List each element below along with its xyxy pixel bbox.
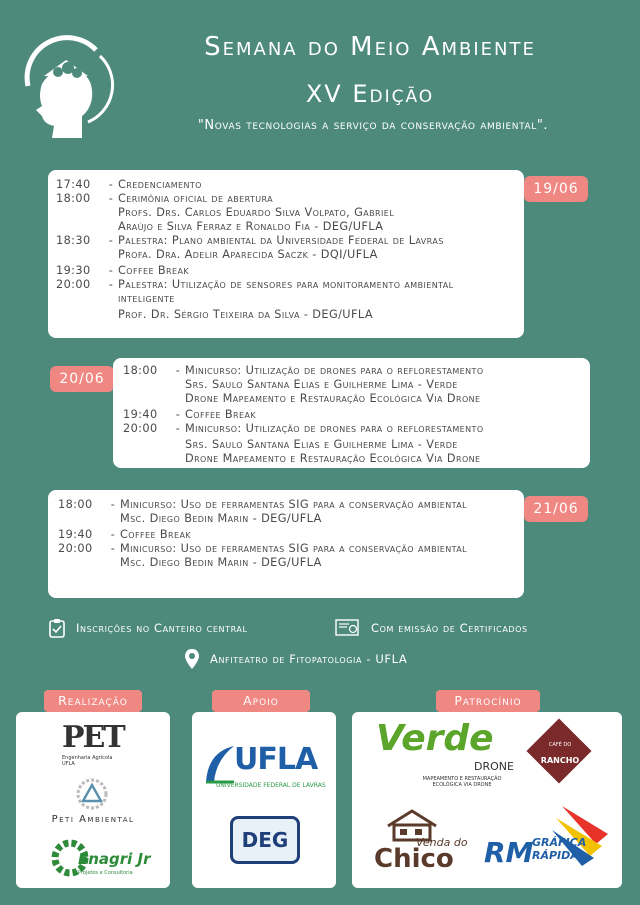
grafica-rapida-text: GRÁFICA RÁPIDA [532, 836, 587, 862]
schedule-item: 17:40 - Credenciamento [56, 178, 202, 191]
schedule-item: 19:30 - Coffee Break [56, 264, 189, 277]
schedule-item: 20:00 - Minicurso: Uso de ferramentas SIG para a conservação ambiental [58, 542, 468, 555]
certificate-text: Com emissão de Certificados [371, 621, 528, 635]
head-leaf-logo [14, 26, 114, 156]
pet-logo: PET Engenharia Agrícola UFLA [62, 720, 124, 767]
schedule-item: 19:40 - Coffee Break [123, 408, 256, 421]
speaker-line: Drone Mapeamento e Restauração Ecológica Via Drone [185, 452, 481, 465]
clipboard-icon [48, 618, 66, 638]
edition-title: XV Edição [305, 80, 435, 108]
date-badge-19: 19/06 [524, 176, 588, 202]
page-title: Semana do Meio Ambiente [204, 32, 536, 62]
patrocinio-box [352, 712, 622, 888]
schedule-item: 18:00 - Minicurso: Utilização de drones para o reflorestamento [123, 364, 484, 377]
apoio-box [192, 712, 336, 888]
verde-caption: MAPEAMENTO E RESTAURAÇÃO ECOLÓGICA VIA DRONE [422, 776, 502, 788]
deg-logo: DEG [230, 816, 300, 864]
ufla-caption: UNIVERSIDADE FEDERAL DE LAVRAS [216, 782, 326, 789]
schedule-card-day2 [113, 358, 590, 468]
speaker-line: Profa. Dra. Adelir Aparecida Saczk - DQI/UFLA [118, 248, 378, 261]
speaker-line: Msc. Diego Bedin Marin - DEG/UFLA [120, 512, 322, 525]
cafe-rancho-text: CAFÉ DO RANCHO [540, 742, 580, 765]
certificate-icon [335, 618, 361, 638]
patrocinio-tag: Patrocínio [436, 690, 540, 712]
registration-text: Inscrições no Canteiro central [76, 621, 248, 635]
schedule-item: 18:00 - Cerimônia oficial de abertura [56, 192, 274, 205]
schedule-item: 20:00 - Palestra: Utilização de sensores para monitoramento ambiental inteligente [56, 278, 454, 305]
enagri-text: Enagri Jr [78, 850, 151, 868]
registration-info [48, 618, 248, 638]
speaker-line: Profs. Drs. Carlos Eduardo Silva Volpato, Gabriel [118, 206, 395, 219]
schedule-card-day1 [48, 170, 524, 338]
speaker-line: Drone Mapeamento e Restauração Ecológica Via Drone [185, 392, 481, 405]
schedule-item: 18:00 - Minicurso: Uso de ferramentas SIG para a conservação ambiental [58, 498, 468, 511]
speaker-line: Srs. Saulo Santana Elias e Guilherme Lima - Verde [185, 438, 458, 451]
ufla-swoosh-icon [202, 742, 236, 786]
subtitle: "Novas tecnologias a serviço da conservação ambiental". [197, 118, 549, 133]
date-badge-21: 21/06 [524, 496, 588, 522]
peti-ambiental-text: Peti Ambiental [51, 814, 135, 825]
schedule-card-day3 [48, 490, 524, 598]
date-badge-20: 20/06 [50, 366, 114, 392]
rm-text: RM [484, 836, 534, 869]
speaker-line: Araújo e Silva Ferraz e Ronaldo Fia - DEG/UFLA [118, 220, 384, 233]
certificate-info [335, 618, 528, 638]
map-pin-icon [184, 648, 200, 670]
verde-logo-text: Verde [376, 718, 494, 759]
ufla-logo-text: UFLA [234, 742, 318, 777]
apoio-tag: Apoio [212, 690, 310, 712]
schedule-item: 20:00 - Minicurso: Utilização de drones para o reflorestamento [123, 422, 484, 435]
schedule-item: 19:40 - Coffee Break [58, 528, 191, 541]
speaker-line: Prof. Dr. Sérgio Teixeira da Silva - DEG/UFLA [118, 308, 373, 321]
location-info [184, 648, 407, 670]
location-text: Anfiteatro de Fitopatologia - UFLA [210, 652, 408, 666]
realizacao-box [16, 712, 170, 888]
peti-triangle-icon [76, 778, 108, 810]
realizacao-tag: Realização [44, 690, 142, 712]
speaker-line: Msc. Diego Bedin Marin - DEG/UFLA [120, 556, 322, 569]
schedule-item: 18:30 - Palestra: Plano ambiental da Universidade Federal de Lavras [56, 234, 444, 247]
chico-text: Chico [374, 844, 454, 874]
speaker-line: Srs. Saulo Santana Elias e Guilherme Lima - Verde [185, 378, 458, 391]
enagri-caption: Projetos e Consultoria [78, 870, 133, 876]
verde-drone-text: DRONE [474, 760, 514, 773]
venda-text: Venda do [416, 836, 468, 849]
